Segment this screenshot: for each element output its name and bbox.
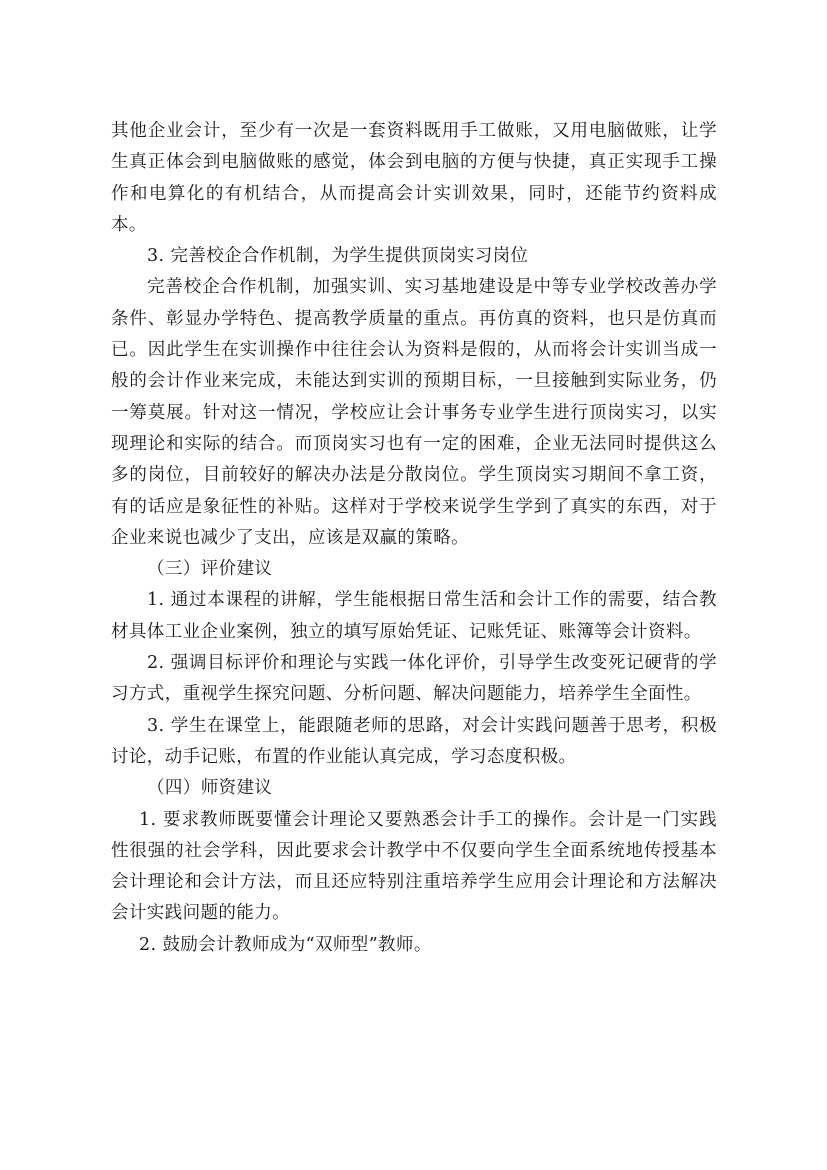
section-heading-teachers: （四）师资建议 xyxy=(147,778,273,799)
paragraph-school-enterprise: 完善校企合作机制，加强实训、实习基地建设是中等专业学校改善办学条件、彰显办学特色、提高教学质量的重点。再仿真的资料，也只是仿真而已。因此学生在实训操作中往往会认为资料是假的，从而将会计实训当成一般的会计作业来完成，未能达到实训的预期目标，一旦接触到实际业务，仍一筹莫展。针对这一情况，学校应让会计事务专业学生进行顶岗实习，以实现理论和实际的结合。而顶岗实习也有一定的困难，企业无法同时提供这么多的岗位，目前较好的解决办法是分散岗位。学生顶岗实习期间不拿工资，有的话应是象征性的补贴。这样对于学校来说学生学到了真实的东西，对于企业来说也减少了支出，应该是双赢的策略。 xyxy=(111,277,717,548)
paragraph-evaluation-2: 2. 强调目标评价和理论与实践一体化评价，引导学生改变死记硬背的学习方式，重视学生探究问题、分析问题、解决问题能力，培养学生全面性。 xyxy=(111,653,717,705)
paragraph-evaluation-1: 1. 通过本课程的讲解，学生能根据日常生活和会计工作的需要，结合教材具体工业企业案例，独立的填写原始凭证、记账凭证、账簿等会计资料。 xyxy=(111,590,717,642)
paragraph-continuation: 其他企业会计，至少有一次是一套资料既用手工做账，又用电脑做账，让学生真正体会到电脑做账的感觉，体会到电脑的方便与快捷，真正实现手工操作和电算化的有机结合，从而提高会计实训效果，同时，还能节约资料成本。 xyxy=(111,121,717,235)
section-heading-evaluation: （三）评价建议 xyxy=(147,559,273,580)
paragraph-evaluation-3: 3. 学生在课堂上，能跟随老师的思路，对会计实践问题善于思考，积极讨论，动手记账，布置的作业能认真完成，学习态度积极。 xyxy=(111,715,717,767)
document-body xyxy=(111,116,717,961)
paragraph-teachers-1: 1. 要求教师既要懂会计理论又要熟悉会计手工的操作。会计是一门实践性很强的社会学科，因此要求会计教学中不仅要向学生全面系统地传授基本会计理论和会计方法，而且还应特别注重培养学生应用会计理论和方法解决会计实践问题的能力。 xyxy=(111,809,717,924)
subheading-school-enterprise: 3. 完善校企合作机制，为学生提供顶岗实习岗位 xyxy=(147,246,529,267)
paragraph-teachers-2: 2. 鼓励会计教师成为“双师型”教师。 xyxy=(139,934,432,955)
